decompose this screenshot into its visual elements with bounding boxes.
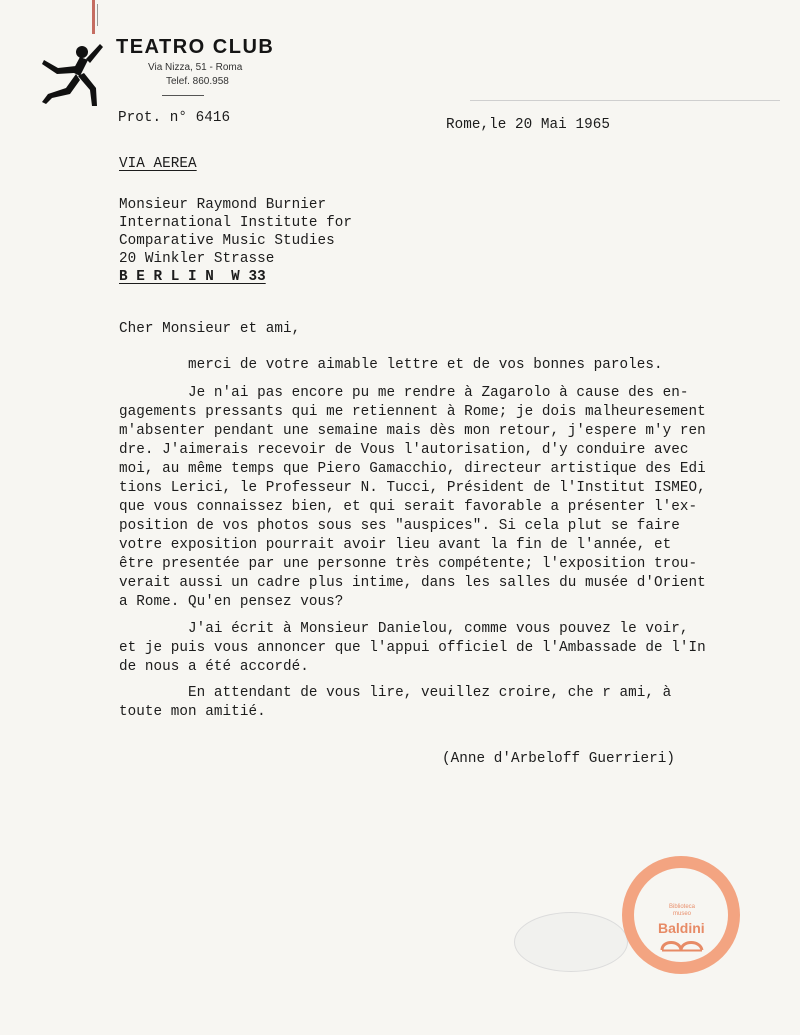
recipient-line: International Institute for bbox=[119, 215, 352, 231]
body-line: En attendant de vous lire, veuillez croire, che r ami, à bbox=[119, 685, 672, 701]
body-line: position de vos photos sous ses "auspices". Si cela plut se faire bbox=[119, 518, 680, 534]
fold-line bbox=[470, 100, 780, 101]
body-line: merci de votre aimable lettre et de vos bonnes paroles. bbox=[119, 357, 663, 373]
dancer-logo-icon bbox=[36, 38, 106, 110]
mail-type: VIA AEREA bbox=[119, 156, 197, 172]
body-line: gagements pressants qui me retiennent à Rome; je dois malheuresement bbox=[119, 404, 706, 420]
salutation: Cher Monsieur et ami, bbox=[119, 321, 301, 337]
body-line: votre exposition pourrait avoir lieu avant la fin de l'année, et bbox=[119, 537, 672, 553]
recipient-line: Comparative Music Studies bbox=[119, 233, 335, 249]
recipient-line: 20 Winkler Strasse bbox=[119, 251, 275, 267]
faint-stamp-mark bbox=[514, 912, 628, 972]
library-stamp bbox=[622, 856, 740, 974]
body-line: Je n'ai pas encore pu me rendre à Zagarolo à cause des en- bbox=[119, 385, 689, 401]
body-line: tions Lerici, le Professeur N. Tucci, Président de l'Institut ISMEO, bbox=[119, 480, 706, 496]
body-line: J'ai écrit à Monsieur Danielou, comme vous pouvez le voir, bbox=[119, 621, 689, 637]
library-stamp-small-text: Biblioteca museo bbox=[668, 904, 695, 917]
paper-edge-mark bbox=[92, 0, 95, 34]
letterhead-name: TEATRO CLUB bbox=[116, 36, 275, 58]
signature-line: (Anne d'Arbeloff Guerrieri) bbox=[442, 751, 675, 767]
recipient-city: B E R L I N W 33 bbox=[119, 269, 266, 285]
body-line: toute mon amitié. bbox=[119, 704, 266, 720]
open-book-icon bbox=[660, 936, 704, 952]
library-stamp-name: Baldini bbox=[658, 920, 705, 936]
reference-number: Prot. n° 6416 bbox=[118, 110, 231, 126]
letter-date: Rome,le 20 Mai 1965 bbox=[446, 117, 610, 133]
library-stamp-inner bbox=[634, 868, 728, 962]
body-line: moi, au même temps que Piero Gamacchio, directeur artistique des Edi bbox=[119, 461, 706, 477]
body-line: que vous connaissez bien, et qui serait favorable a présenter l'ex- bbox=[119, 499, 698, 515]
recipient-line: Monsieur Raymond Burnier bbox=[119, 197, 327, 213]
paper-edge-mark bbox=[97, 4, 98, 26]
letterhead-rule bbox=[162, 95, 204, 96]
body-line: a Rome. Qu'en pensez vous? bbox=[119, 594, 344, 610]
letterhead-phone: Telef. 860.958 bbox=[166, 76, 229, 87]
body-line: m'absenter pendant une semaine mais dès mon retour, j'espere m'y ren bbox=[119, 423, 706, 439]
body-line: dre. J'aimerais recevoir de Vous l'autorisation, d'y conduire avec bbox=[119, 442, 689, 458]
body-line: être presentée par une personne très compétente; l'exposition trou- bbox=[119, 556, 698, 572]
letterhead-address: Via Nizza, 51 - Roma bbox=[148, 62, 243, 73]
body-line: verait aussi un cadre plus intime, dans les salles du musée d'Orient bbox=[119, 575, 706, 591]
body-line: de nous a été accordé. bbox=[119, 659, 309, 675]
body-line: et je puis vous annoncer que l'appui officiel de l'Ambassade de l'In bbox=[119, 640, 706, 656]
